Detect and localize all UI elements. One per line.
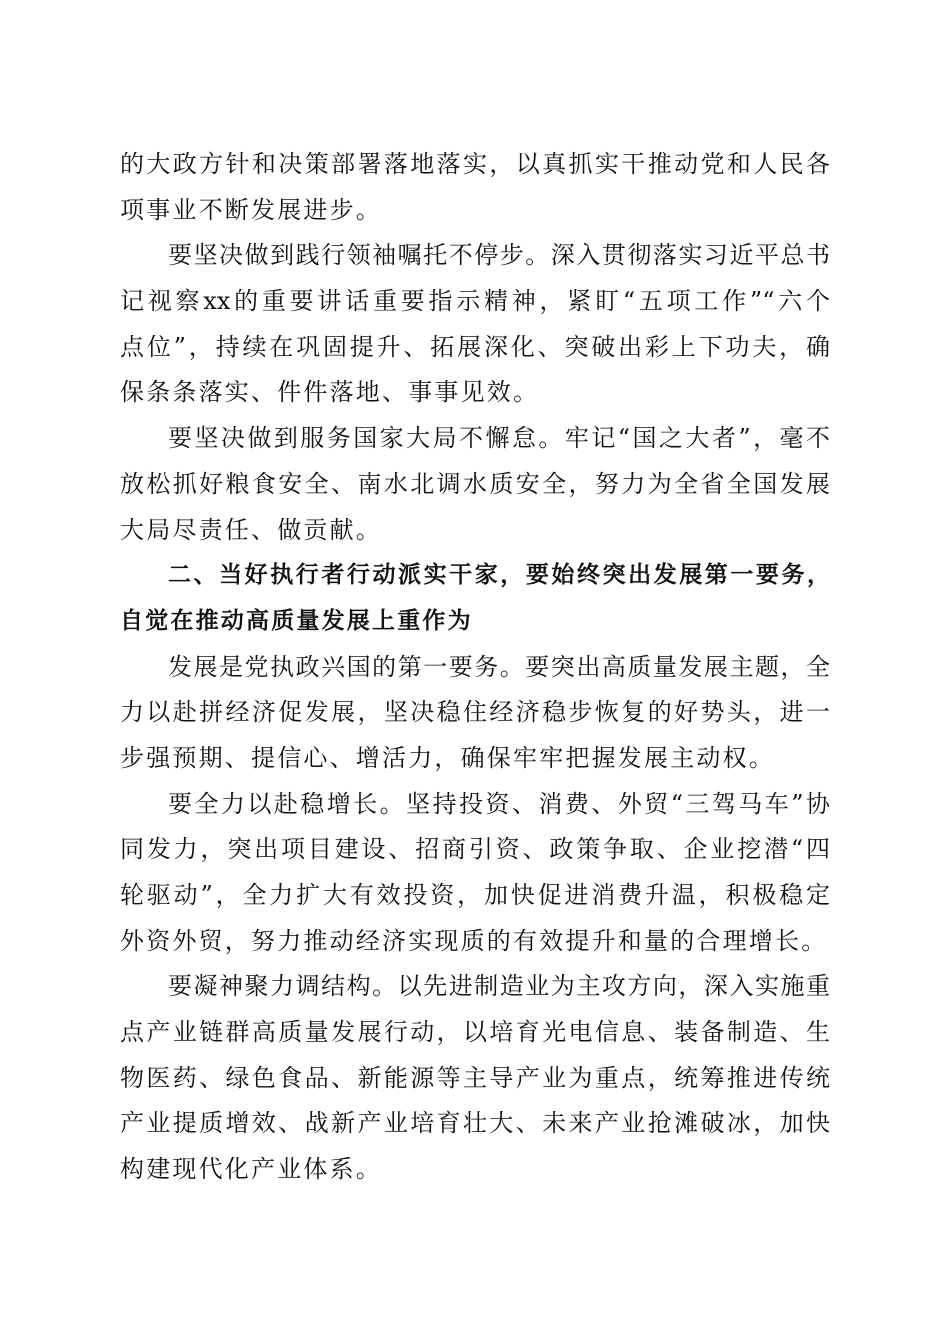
section-heading-two	[120, 553, 830, 644]
text-line: 外资外贸，努力推动经济实现质的有效提升和量的合理增长。	[120, 926, 828, 955]
text-line: 步强预期、提信心、增活力，确保牢牢把握发展主动权。	[120, 743, 775, 772]
text-line: 要坚决做到践行领袖嘱托不停步。深入贯彻落实习近平总书	[168, 241, 830, 270]
text-line: 的大政方针和决策部署落地落实，以真抓实干推动党和人民各	[120, 150, 830, 178]
text-line: 产业提质增效、战新产业培育壮大、未来产业抢滩破冰，加快	[120, 1109, 830, 1138]
text-line: 力以赴拼经济促发展，坚决稳住经济稳步恢复的好势头，进一	[120, 698, 830, 727]
text-line: 要全力以赴稳增长。坚持投资、消费、外贸“三驾马车”协	[168, 789, 830, 818]
text-line: 大局尽责任、做贡献。	[120, 515, 382, 544]
text-line: 轮驱动”，全力扩大有效投资，加快促进消费升温，积极稳定	[120, 881, 830, 909]
document-body	[120, 142, 830, 1193]
text-line: 二、当好执行者行动派实干家，要始终突出发展第一要务，	[168, 562, 830, 589]
text-line: 点产业链群高质量发展行动，以培育光电信息、装备制造、生	[120, 1018, 830, 1047]
text-line: 自觉在推动高质量发展上重作为	[120, 607, 473, 634]
paragraph-adjust-structure	[120, 964, 830, 1192]
text-line: 发展是党执政兴国的第一要务。要突出高质量发展主题，全	[168, 652, 830, 681]
paragraph-development-priority	[120, 645, 830, 782]
text-line: 项事业不断发展进步。	[120, 195, 382, 224]
paragraph-stabilize-growth	[120, 782, 830, 965]
text-line: 物医药、绿色食品、新能源等主导产业为重点，统筹推进传统	[120, 1063, 830, 1092]
text-line: 同发力，突出项目建设、招商引资、政策争取、企业挖潜“四	[120, 835, 830, 864]
text-line: 点位”，持续在巩固提升、拓展深化、突破出彩上下功夫，确	[120, 332, 830, 361]
text-line: 保条条落实、件件落地、事事见效。	[120, 378, 540, 407]
paragraph-leader-instructions	[120, 233, 830, 416]
text-line: 放松抓好粮食安全、南水北调水质安全，努力为全省全国发展	[120, 469, 830, 498]
paragraph-continuation	[120, 142, 830, 233]
text-line: 要凝神聚力调结构。以先进制造业为主攻方向，深入实施重	[168, 972, 830, 1001]
text-line: 要坚决做到服务国家大局不懈怠。牢记“国之大者”，毫不	[168, 424, 830, 453]
text-line: 记视察xx的重要讲话重要指示精神，紧盯“五项工作”“六个	[120, 287, 830, 316]
text-line: 构建现代化产业体系。	[120, 1155, 382, 1184]
paragraph-national-overall	[120, 416, 830, 553]
